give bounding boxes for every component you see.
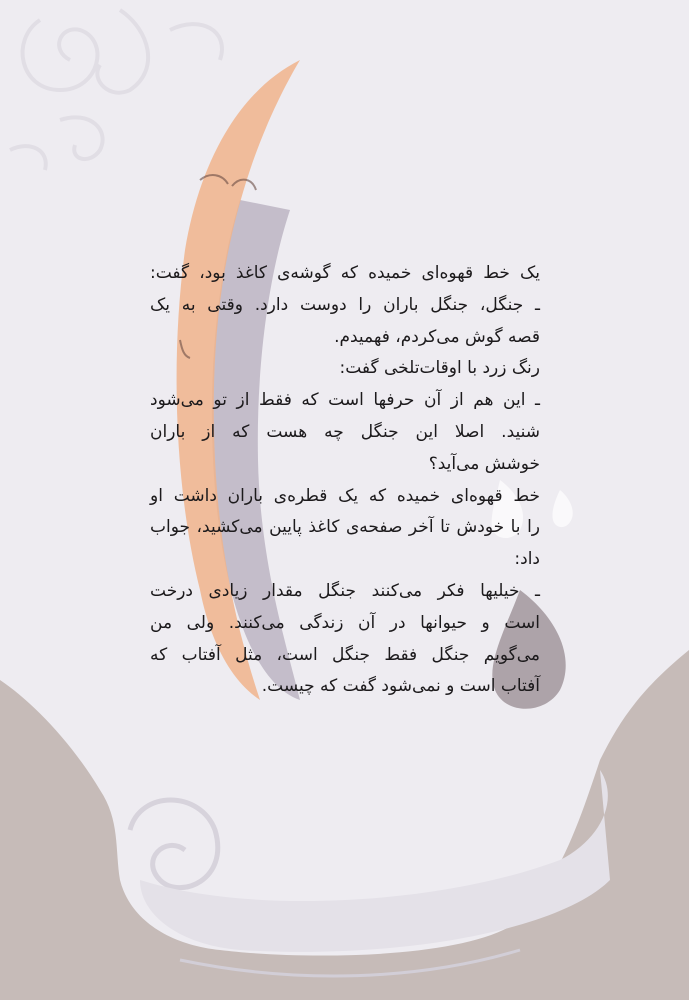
story-line: قصه گوش می‌کردم، فهمیدم. xyxy=(334,326,540,347)
story-line: ـ این هم از آن حرفها است که فقط از تو می‌شود xyxy=(150,390,540,411)
story-line: شنید. اصلا این جنگل چه هست که از باران xyxy=(150,421,540,442)
story-line: داد: xyxy=(514,549,540,570)
story-line: خوشش می‌آید؟ xyxy=(428,453,540,474)
story-line: یک خط قهوه‌ای خمیده که گوشه‌ی کاغذ بود، گفت: xyxy=(150,263,540,283)
story-line: می‌گویم جنگل فقط جنگل است، مثل آفتاب که xyxy=(150,644,540,665)
story-line: خط قهوه‌ای خمیده که یک قطره‌ی باران داشت او xyxy=(150,485,540,506)
story-line: را با خودش تا آخر صفحه‌ی کاغذ پایین می‌کشید، جواب xyxy=(150,517,540,538)
story-line: ـ جنگل، جنگل باران را دوست دارد. وقتی به یک xyxy=(150,294,540,315)
story-line: آفتاب است و نمی‌شود گفت که چیست. xyxy=(261,676,540,697)
story-line: رنگ زرد با اوقات‌تلخی گفت: xyxy=(339,358,540,379)
story-line: است و حیوانها در آن زندگی می‌کنند. ولی من xyxy=(150,612,540,633)
story-text xyxy=(150,258,540,703)
story-line: ـ خیلیها فکر می‌کنند جنگل مقدار زیادی درخت xyxy=(150,580,540,601)
